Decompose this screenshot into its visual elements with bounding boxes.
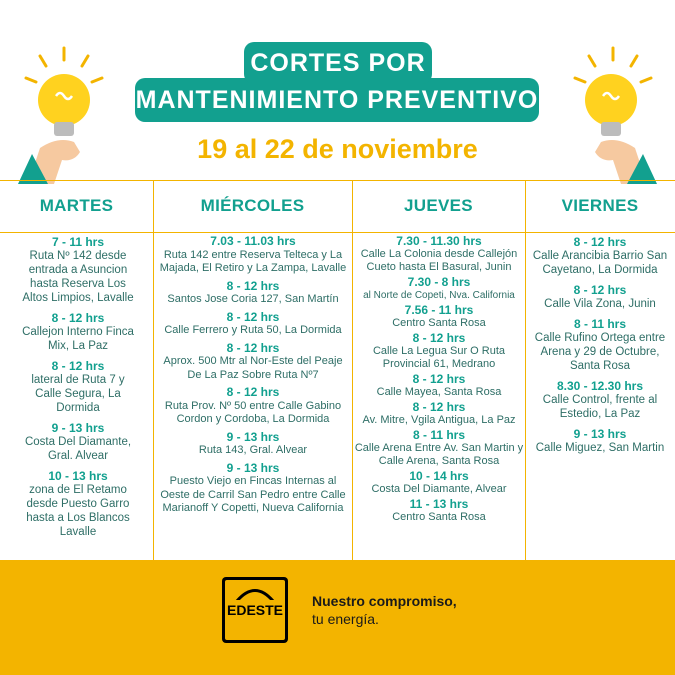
entry-time: 8 - 12 hrs [412, 331, 466, 345]
entry-location: Av. Mitre, Vgila Antigua, La Paz [362, 414, 516, 426]
schedule-entry [354, 401, 524, 427]
entry-location: Calle Control, frente al Estedio, La Paz [542, 394, 658, 420]
entry-location: Calle Vila Zona, Junin [544, 298, 656, 310]
schedule-entry [354, 304, 524, 330]
entry-location: Santos Jose Coria 127, San Martín [167, 293, 339, 305]
schedule-entry [158, 311, 348, 338]
divider [352, 180, 353, 560]
slogan-bold: Nuestro compromiso, [312, 593, 457, 609]
column-miercoles [158, 235, 348, 520]
entry-location: Centro Santa Rosa [392, 511, 486, 523]
schedule-entry [530, 379, 670, 421]
entry-time: 7.30 - 8 hrs [407, 275, 471, 289]
entry-location: al Norte de Copeti, Nva. California [363, 290, 515, 301]
column-jueves [354, 235, 524, 524]
schedule-entry [530, 235, 670, 277]
column-martes [18, 235, 138, 545]
entry-location: Calle Ferrero y Ruta 50, La Dormida [164, 324, 342, 336]
entry-location: Calle Miguez, San Martin [535, 442, 665, 454]
entry-location: Ruta Nº 142 desde entrada a Asuncion hasta Reserva Los Altos Limpios, Lavalle [22, 250, 134, 304]
day-header-miercoles: MIÉRCOLES [200, 196, 305, 215]
entry-location: Ruta 142 entre Reserva Telteca y La Majada, El Retiro y La Zampa, Lavalle [159, 248, 347, 274]
divider [153, 180, 154, 560]
entry-location: Calle La Legua Sur O Ruta Provincial 61, Medrano [372, 345, 506, 370]
schedule-entry [354, 429, 524, 468]
entry-location: Callejon Interno Finca Mix, La Paz [22, 326, 134, 352]
slogan-light: tu energía. [312, 611, 379, 627]
title-line-2: MANTENIMIENTO PREVENTIVO [135, 78, 539, 122]
logo-text: EDESTE [227, 602, 284, 618]
entry-location: Ruta 143, Gral. Alvear [198, 444, 308, 456]
entry-time: 8 - 12 hrs [573, 283, 627, 297]
divider [0, 232, 675, 233]
schedule-entry [354, 498, 524, 524]
entry-time: 10 - 13 hrs [48, 469, 108, 483]
day-header-jueves: JUEVES [404, 196, 473, 215]
day-header-viernes: VIERNES [561, 196, 639, 215]
entry-time: 9 - 13 hrs [573, 427, 627, 441]
schedule-entry [18, 469, 138, 539]
schedule-entry [354, 470, 524, 496]
schedule-entry [18, 311, 138, 353]
schedule-entry [18, 359, 138, 415]
entry-time: 8 - 12 hrs [226, 340, 280, 355]
entry-time: 7.56 - 11 hrs [404, 303, 474, 317]
slogan [312, 592, 457, 628]
entry-location: Calle Arena Entre Av. San Martin y Calle Arena, Santa Rosa [354, 442, 524, 467]
schedule-entry [530, 283, 670, 311]
entry-location: Costa Del Diamante, Gral. Alvear [24, 436, 132, 462]
schedule-entry [158, 235, 348, 276]
schedule-grid [0, 180, 675, 560]
schedule-entry [158, 386, 348, 427]
schedule-entry [354, 235, 524, 274]
entry-time: 7.30 - 11.30 hrs [396, 234, 482, 248]
schedule-entry [158, 431, 348, 458]
schedule-entry [530, 317, 670, 373]
entry-time: 8 - 12 hrs [412, 372, 466, 386]
schedule-entry [18, 421, 138, 463]
entry-time: 9 - 13 hrs [226, 460, 280, 475]
entry-time: 8 - 12 hrs [51, 311, 105, 325]
schedule-entry [354, 276, 524, 302]
entry-time: 9 - 13 hrs [51, 421, 105, 435]
entry-time: 10 - 14 hrs [409, 469, 469, 483]
date-range: 19 al 22 de noviembre [197, 134, 478, 164]
entry-time: 9 - 13 hrs [226, 429, 280, 444]
entry-time: 8 - 12 hrs [226, 309, 280, 324]
schedule-entry [354, 373, 524, 399]
entry-location: zona de El Retamo desde Puesto Garro hasta a Los Blancos Lavalle [26, 484, 130, 538]
schedule-entry [530, 427, 670, 455]
entry-location: Centro Santa Rosa [392, 317, 486, 329]
entry-time: 8.30 - 12.30 hrs [556, 379, 644, 393]
entry-location: Costa Del Diamante, Alvear [371, 483, 507, 495]
entry-time: 8 - 12 hrs [573, 235, 627, 249]
entry-time: 8 - 11 hrs [412, 428, 466, 442]
entry-time: 8 - 11 hrs [573, 317, 627, 331]
entry-time: 8 - 12 hrs [51, 359, 105, 373]
entry-location: Calle Arancibia Barrio San Cayetano, La Dormida [532, 250, 668, 276]
schedule-entry [354, 332, 524, 371]
entry-location: Aprox. 500 Mtr al Nor-Este del Peaje De La Paz Sobre Ruta Nº7 [163, 355, 343, 381]
entry-time: 8 - 12 hrs [412, 400, 466, 414]
footer [0, 560, 675, 675]
day-header-martes: MARTES [39, 196, 114, 215]
header [0, 0, 675, 180]
column-viernes [530, 235, 670, 461]
schedule-entry [158, 342, 348, 383]
entry-time: 7.03 - 11.03 hrs [210, 234, 296, 248]
entry-location: Ruta Prov. Nº 50 entre Calle Gabino Cordon y Cordoba, La Dormida [164, 399, 342, 425]
edeste-logo [222, 577, 288, 643]
entry-time: 8 - 12 hrs [226, 278, 280, 293]
entry-time: 8 - 12 hrs [226, 385, 280, 399]
entry-time: 7 - 11 hrs [51, 235, 105, 249]
logo-inner [225, 580, 285, 640]
entry-location: Puesto Viejo en Fincas Internas al Oeste de Carril San Pedro entre Calle Marianoff Y Copetti, Nueva California [160, 475, 346, 514]
entry-location: Calle Mayea, Santa Rosa [376, 386, 502, 398]
entry-location: Calle Rufino Ortega entre Arena y 29 de Octubre, Santa Rosa [534, 332, 666, 372]
divider [525, 180, 526, 560]
schedule-entry [18, 235, 138, 305]
entry-location: lateral de Ruta 7 y Calle Segura, La Dormida [31, 374, 125, 414]
entry-location: Calle La Colonia desde Callejón Cueto hasta El Basural, Junin [360, 248, 518, 273]
entry-time: 11 - 13 hrs [409, 497, 469, 511]
title-line-1: CORTES POR [244, 42, 432, 84]
schedule-entry [158, 280, 348, 307]
schedule-entry [158, 462, 348, 516]
